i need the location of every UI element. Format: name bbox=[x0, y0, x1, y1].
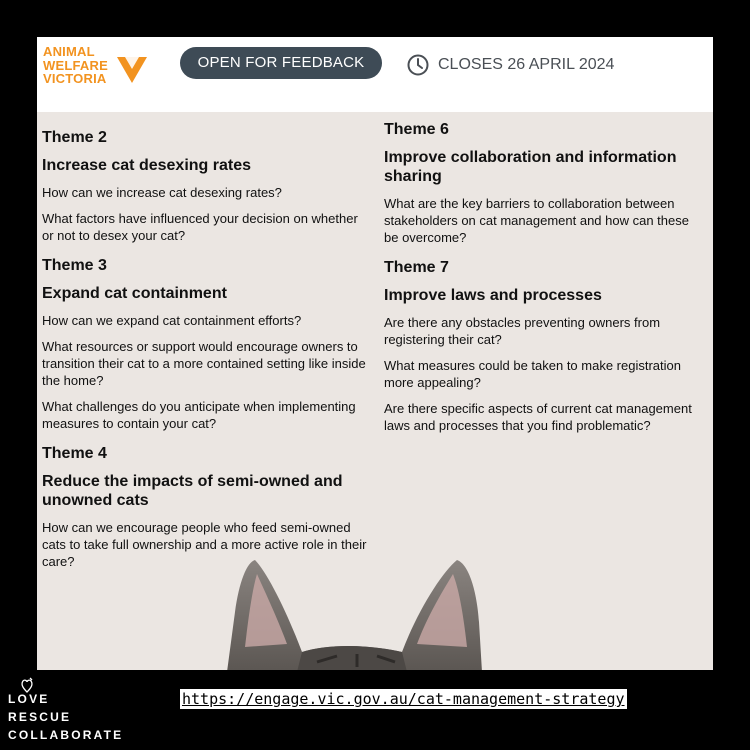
clock-icon bbox=[407, 54, 429, 76]
theme-number: Theme 4 bbox=[42, 445, 107, 462]
theme-question: How can we expand cat containment efforts? bbox=[42, 313, 302, 328]
left-theme-column bbox=[42, 128, 372, 582]
theme-number: Theme 7 bbox=[384, 259, 449, 276]
theme-title: Increase cat desexing rates bbox=[42, 157, 252, 174]
theme-title: Improve collaboration and information sharing bbox=[384, 149, 677, 185]
right-theme-column bbox=[384, 120, 706, 446]
header-bar bbox=[37, 37, 713, 112]
theme-number: Theme 3 bbox=[42, 257, 107, 274]
theme-number: Theme 6 bbox=[384, 121, 449, 138]
theme-question: What resources or support would encourage owners to transition their cat to a more contained setting like inside the home? bbox=[42, 339, 366, 388]
theme-question: What factors have influenced your decision on whether or not to desex your cat? bbox=[42, 211, 358, 243]
logo-line-1: ANIMAL bbox=[43, 44, 95, 59]
brand-line-2: RESCUE bbox=[8, 710, 72, 724]
love-rescue-collaborate-logo bbox=[8, 690, 123, 744]
theme-question: How can we encourage people who feed semi-owned cats to take full ownership and a more active role in their care? bbox=[42, 520, 367, 569]
theme-question: Are there specific aspects of current cat management laws and processes that you find problematic? bbox=[384, 401, 692, 433]
animal-welfare-victoria-logo bbox=[43, 45, 173, 89]
theme-block bbox=[42, 128, 372, 244]
brand-line-3: COLLABORATE bbox=[8, 728, 124, 742]
theme-title: Improve laws and processes bbox=[384, 287, 602, 304]
theme-question: Are there any obstacles preventing owners from registering their cat? bbox=[384, 315, 661, 347]
theme-question: How can we increase cat desexing rates? bbox=[42, 185, 282, 200]
theme-question: What challenges do you anticipate when implementing measures to contain your cat? bbox=[42, 399, 356, 431]
theme-title: Reduce the impacts of semi-owned and unowned cats bbox=[42, 473, 343, 509]
triangle-logo-icon bbox=[117, 57, 147, 83]
open-for-feedback-badge: OPEN FOR FEEDBACK bbox=[180, 47, 382, 79]
strategy-link[interactable]: https://engage.vic.gov.au/cat-management-strategy bbox=[182, 690, 625, 708]
theme-block bbox=[384, 120, 706, 246]
theme-question: What measures could be taken to make registration more appealing? bbox=[384, 358, 681, 390]
closing-date-text: CLOSES 26 APRIL 2024 bbox=[438, 56, 615, 73]
theme-question: What are the key barriers to collaboration between stakeholders on cat management and how can these be overcome? bbox=[384, 196, 689, 245]
brand-line-1: LOVE bbox=[8, 692, 50, 706]
theme-block bbox=[384, 258, 706, 434]
theme-block bbox=[42, 444, 372, 570]
logo-line-2: WELFARE VICTORIA bbox=[43, 58, 108, 86]
theme-title: Expand cat containment bbox=[42, 285, 227, 302]
feedback-panel bbox=[37, 37, 713, 670]
theme-block bbox=[42, 256, 372, 432]
theme-number: Theme 2 bbox=[42, 129, 107, 146]
